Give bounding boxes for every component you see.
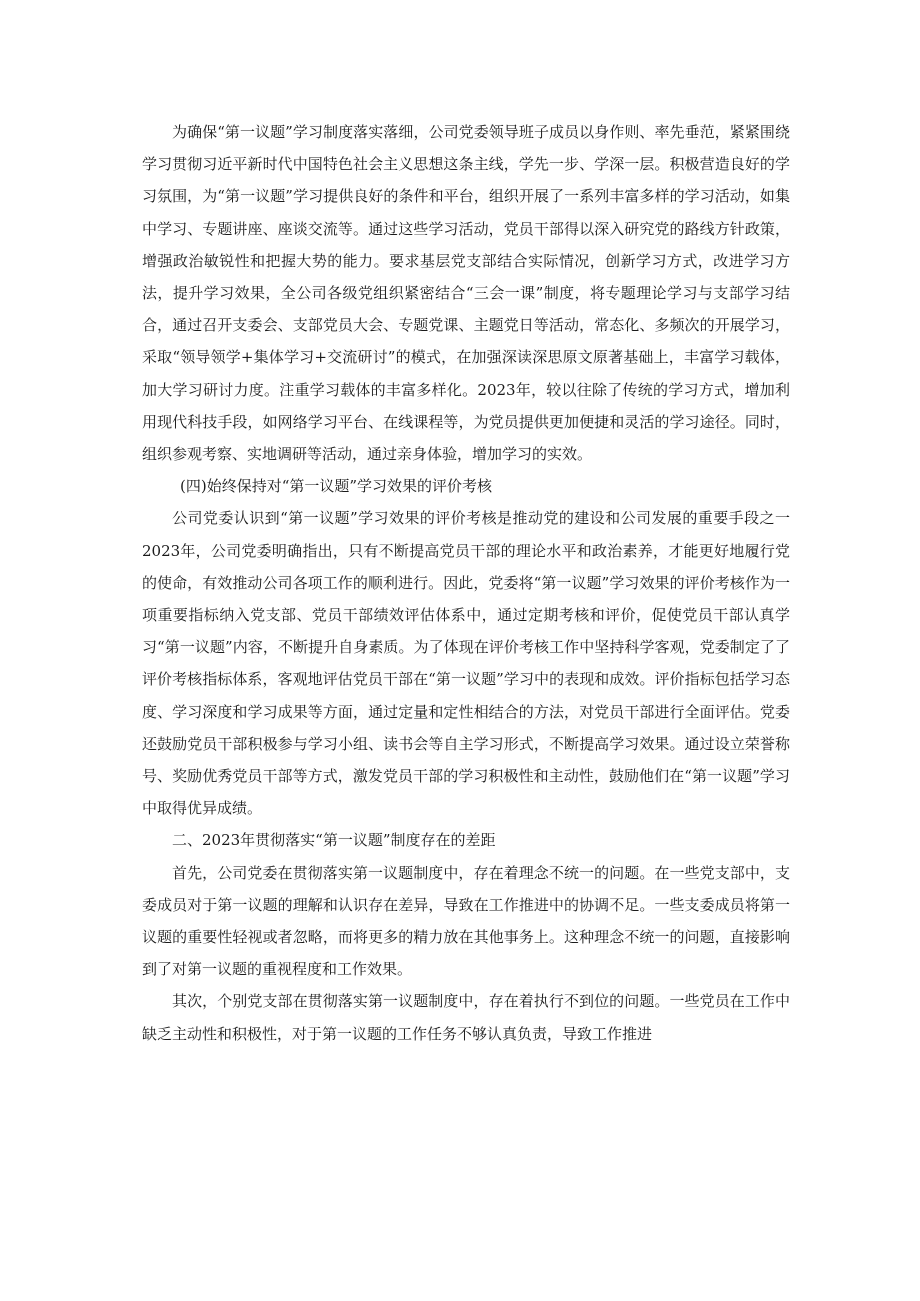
paragraph-evaluation: 公司党委认识到“第一议题”学习效果的评价考核是推动党的建设和公司发展的重要手段之一2023年，公司党委明确指出，只有不断提高党员干部的理论水平和政治素养，才能更好地履行党的使命，有效推动公司各项工作的顺利进行。因此，党委将“第一议题”学习效果的评价考核作为一项重要指标纳入党支部、党员干部绩效评估体系中，通过定期考核和评价，促使党员干部认真学习“第一议题”内容，不断提升自身素质。为了体现在评价考核工作中坚持科学客观，党委制定了了评价考核指标体系，客观地评估党员干部在“第一议题”学习中的表现和成效。评价指标包括学习态度、学习深度和学习成果等方面，通过定量和定性相结合的方法，对党员干部进行全面评估。党委还鼓励党员干部积极参与学习小组、读书会等自主学习形式，不断提高学习效果。通过设立荣誉称号、奖励优秀党员干部等方式，激发党员干部的学习积极性和主动性，鼓励他们在“第一议题”学习中取得优异成绩。 [142, 509, 790, 818]
section-heading-evaluation: (四)始终保持对“第一议题”学习效果的评价考核 [180, 477, 493, 496]
paragraph-gap-second: 其次，个别党支部在贯彻落实第一议题制度中，存在着执行不到位的问题。一些党员在工作中缺乏主动性和积极性，对于第一议题的工作任务不够认真负责，导致工作推进 [142, 992, 790, 1043]
paragraph-study-activities: 为确保“第一议题”学习制度落实落细，公司党委领导班子成员以身作则、率先垂范，紧紧围绕学习贯彻习近平新时代中国特色社会主义思想这条主线，学先一步、学深一层。积极营造良好的学习氛围，为“第一议题”学习提供良好的条件和平台，组织开展了一系列丰富多样的学习活动，如集中学习、专题讲座、座谈交流等。通过这些学习活动，党员干部得以深入研究党的路线方针政策，增强政治敏锐性和把握大势的能力。要求基层党支部结合实际情况，创新学习方式，改进学习方法，提升学习效果，全公司各级党组织紧密结合“三会一课”制度，将专题理论学习与支部学习结合，通过召开支委会、支部党员大会、专题党课、主题党日等活动，常态化、多频次的开展学习，采取“领导领学+集体学习+交流研讨”的模式，在加强深读深思原文原著基础上，丰富学习载体，加大学习研讨力度。注重学习载体的丰富多样化。2023年，较以往除了传统的学习方式，增加利用现代科技手段，如网络学习平台、在线课程等，为党员提供更加便捷和灵活的学习途径。同时，组织参观考察、实地调研等活动，通过亲身体验，增加学习的实效。 [142, 123, 790, 464]
document-body [142, 116, 790, 1050]
section-heading-gaps: 二、2023年贯彻落实“第一议题”制度存在的差距 [172, 831, 496, 850]
paragraph-gap-first: 首先，公司党委在贯彻落实第一议题制度中，存在着理念不统一的问题。在一些党支部中，支委成员对于第一议题的理解和认识存在差异，导致在工作推进中的协调不足。一些支委成员将第一议题的重要性轻视或者忽略，而将更多的精力放在其他事务上。这种理念不统一的问题，直接影响到了对第一议题的重视程度和工作效果。 [142, 863, 790, 979]
